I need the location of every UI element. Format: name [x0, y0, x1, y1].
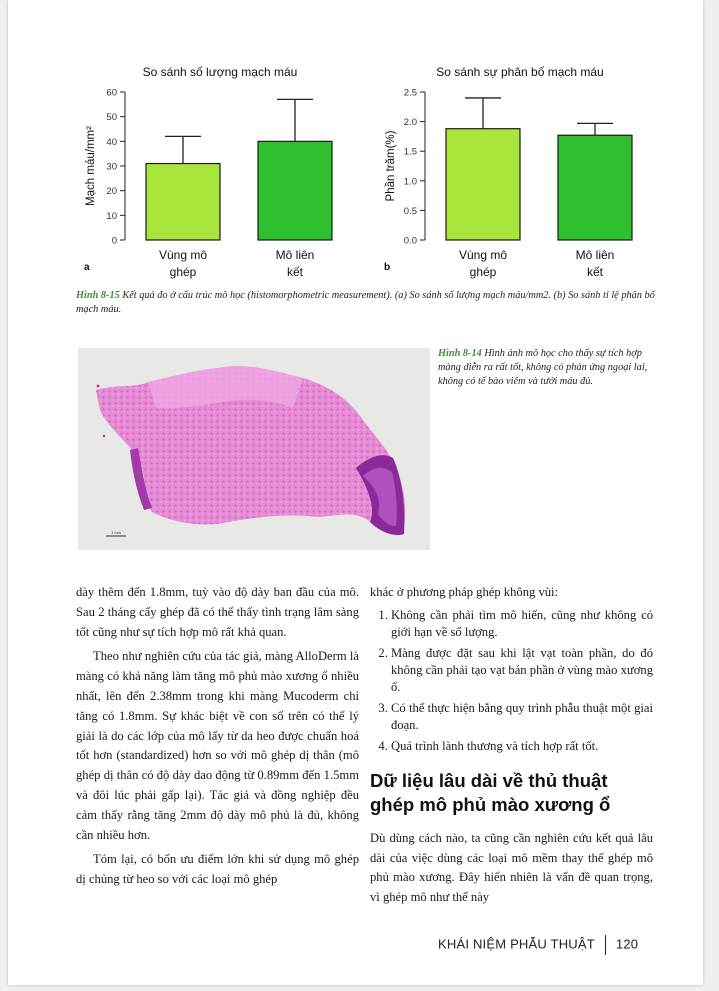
y-tick-label: 40: [106, 136, 117, 148]
x-category-label: ghép: [169, 265, 197, 279]
figure-14-text: Hình ảnh mô học cho thấy sự tích hợp màng diễn ra rất tốt, không có phản ứng ngoại lai, không có tế bào viêm và tưới máu đủ.: [438, 348, 648, 387]
x-category-label: ghép: [469, 265, 497, 279]
scale-bar-label: 1 mm: [111, 530, 121, 535]
y-axis-label: Phần trăm(%): [385, 130, 397, 202]
list-item: 2. Màng được đặt sau khi lật vạt toàn phần, do đó không cần phải tạo vạt bán phần ở vùng mào xương ổ.: [391, 645, 653, 696]
figure-15-caption: [76, 289, 656, 317]
y-tick-label: 10: [106, 210, 117, 222]
x-category-label: Mô liên: [275, 248, 315, 262]
chart-b-svg: [370, 60, 655, 285]
chart-title: So sánh số lượng mạch máu: [142, 65, 298, 79]
histology-image: [78, 348, 430, 550]
left-paragraph-2: Theo như nghiên cứu của tác giả, màng AlloDerm là màng có khả năng làm tăng mô phủ mào xương ổ nhiều nhất, lên đến 2.38mm trong khi màng Mucoderm chỉ tăng có 1.8mm. Sự khác biệt về con số trên có thể lý giải là do các lớp của mô lấy từ da heo được chuẩn hoá tốt hơn (standardized) hơn so với mô ghép dị thân (mô ghép dị thân có độ dày dao động từ 0.89mm đến 1.5mm và đôi lúc phải gấp lại). Tác giả và đồng nghiệp đều cảm thấy rằng tăng 2mm độ dày mô phủ là đủ, không cần nhiều hơn.: [76, 649, 359, 842]
section-heading: Dữ liệu lâu dài về thủ thuật ghép mô phủ mào xương ổ: [370, 769, 611, 815]
x-category-label: Mô liên: [575, 248, 615, 262]
book-page: [8, 0, 703, 985]
y-tick-label: 2.5: [403, 87, 417, 99]
list-item: 3. Có thể thực hiện bằng quy trình phẫu thuật một giai đoạn.: [391, 700, 653, 734]
bar: [146, 164, 220, 240]
chart-b: [370, 60, 655, 285]
panel-label: a: [84, 262, 90, 273]
running-title: KHÁI NIỆM PHẪU THUẬT: [438, 936, 595, 952]
bar: [558, 135, 632, 240]
page-number: 120: [615, 936, 639, 952]
footer-divider: [605, 935, 606, 955]
y-tick-label: 30: [106, 161, 117, 173]
panel-label: b: [384, 262, 391, 273]
y-tick-label: 1.0: [403, 176, 417, 188]
left-paragraph-3: Tóm lại, có bốn ưu điểm lớn khi sử dụng mô ghép dị chủng từ heo so với các loại mô ghép: [76, 852, 359, 887]
list-item: 1. Không cần phải tìm mô hiến, cũng như không có giới hạn về số lượng.: [391, 607, 653, 641]
bar: [446, 129, 520, 240]
figure-15-text: Kết quả đo ở cấu trúc mô học (histomorphometric measurement). (a) So sánh số lượng mạch máu/mm2. (b) So sánh tỉ lệ phân bố mạch máu.: [76, 290, 655, 315]
advantages-list: [370, 607, 653, 755]
bar: [258, 141, 332, 240]
y-tick-label: 1.5: [403, 146, 417, 158]
y-tick-label: 50: [106, 112, 117, 124]
x-category-label: Vùng mô: [458, 248, 508, 262]
histology-illustration: [78, 348, 430, 550]
y-tick-label: 2.0: [403, 117, 417, 129]
page-footer: [438, 935, 638, 955]
y-tick-label: 0: [111, 235, 117, 247]
figure-14-label: Hình 8-14: [438, 348, 482, 359]
x-category-label: kết: [286, 265, 304, 279]
chart-title: So sánh sự phân bố mạch máu: [436, 65, 604, 79]
y-axis-label: Mạch máu/mm²: [85, 126, 97, 206]
x-category-label: Vùng mô: [158, 248, 208, 262]
y-tick-label: 0.0: [403, 235, 417, 247]
right-paragraph: Dù dùng cách nào, ta cũng cần nghiên cứu kết quả lâu dài của việc dùng các loại mô mềm thay thế ghép mô phủ mào xương. Đây hiển nhiên là vấn đề quan trọng, vì ghép mô như thế này: [370, 830, 653, 905]
x-category-label: kết: [586, 265, 604, 279]
chart-a: [70, 60, 355, 285]
y-tick-label: 20: [106, 186, 117, 198]
right-column: [370, 583, 653, 908]
chart-a-svg: [70, 60, 355, 285]
y-tick-label: 60: [106, 87, 117, 99]
list-item: 4. Quá trình lành thương và tích hợp rất tốt.: [391, 738, 653, 755]
right-intro: khác ở phương pháp ghép không vùi:: [370, 585, 559, 599]
figure-14-caption: [438, 347, 658, 389]
y-tick-label: 0.5: [403, 205, 417, 217]
figure-15-label: Hình 8-15: [76, 290, 120, 301]
left-paragraph-1: dày thêm đến 1.8mm, tuỳ vào độ dày ban đầu của mô. Sau 2 tháng cấy ghép đã có thể thấy tình trạng lâm sàng tốt cũng như sự tích hợp mô rất khả quan.: [76, 585, 359, 639]
left-column: [76, 583, 359, 890]
